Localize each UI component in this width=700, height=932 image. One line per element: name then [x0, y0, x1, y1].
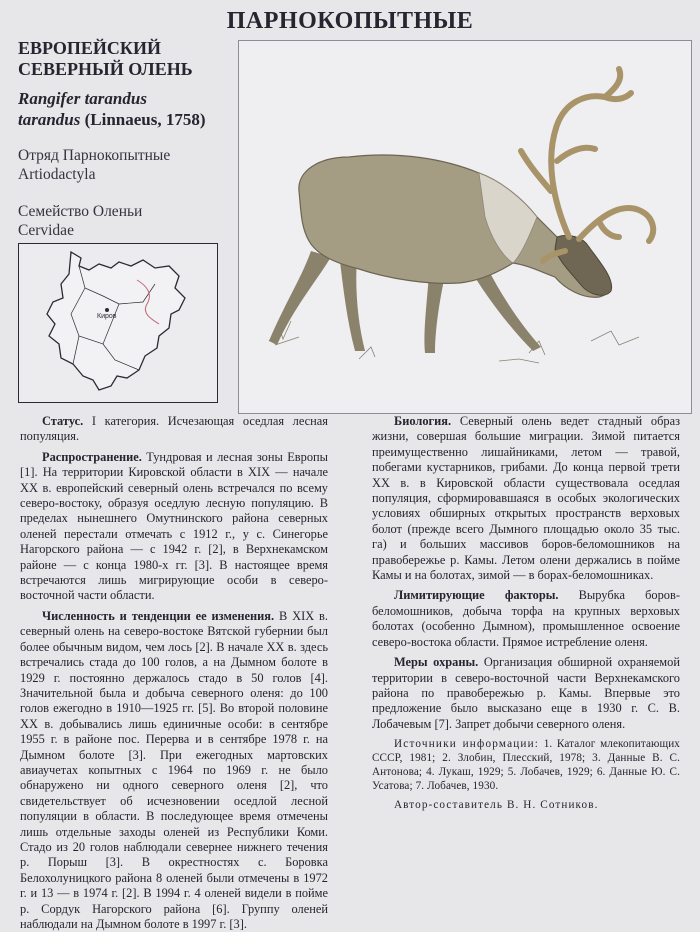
range-map [18, 243, 218, 403]
status-label: Статус. [42, 414, 84, 428]
limiting-text: Вырубка боров-беломошников, добыча торфа на крупных верховых болотах (особенно Дымном), промышленное освоение северо-востока области. Прямое истребление оленя. [372, 588, 680, 649]
species-name-line1: ЕВРОПЕЙСКИЙ [18, 38, 161, 58]
city-marker [105, 308, 109, 312]
sources-label: Источники информации: [394, 738, 540, 751]
measures-label: Меры охраны. [394, 655, 479, 670]
latin-name [18, 88, 258, 130]
limiting-label: Лимитирующие факторы. [394, 588, 559, 603]
latin-author: (Linnaeus, 1758) [84, 110, 206, 129]
order-block [18, 146, 248, 184]
family-lat: Cervidae [18, 222, 74, 239]
latin-name-line1: Rangifer tarandus [18, 89, 147, 108]
distribution-label: Распространение. [42, 449, 142, 464]
biology-paragraph [372, 414, 680, 583]
biology-label: Биология. [394, 414, 452, 428]
numbers-label: Численность и тенденции ее изменения. [42, 608, 275, 623]
numbers-paragraph [20, 609, 328, 932]
city-label: Киров [97, 313, 117, 320]
section-header: ПАРНОКОПЫТНЫЕ [226, 8, 474, 34]
region-outline [47, 252, 185, 390]
text-column-right [372, 414, 680, 812]
author-line [372, 798, 680, 812]
text-column-left [20, 414, 328, 932]
distribution-paragraph [20, 450, 328, 604]
author-name: В. Н. Сотников. [506, 799, 599, 812]
measures-paragraph [372, 655, 680, 732]
family-ru: Семейство Оленьи [18, 203, 143, 220]
order-lat: Artiodactyla [18, 166, 96, 183]
biology-text: Северный олень ведет стадный образ жизни, совершая большие миграции. Зимой питается преимущественно лишайниками, летом — травой, побегами кустарников, грибами. До конца первой трети XX в. в Кировской области существовала оседлая популяция, сформировавшаяся в особых экологических условиях обширных открытых пространств верховых болот (прежде всего Дымного площадью около 35 тыс. га) и больших массивов боров-беломошников на правобережье р. Камы. Летом олени держались в пойме Камы и на болотах, зимой — в борах-беломошниках. [372, 414, 680, 583]
limiting-paragraph [372, 588, 680, 650]
species-name-line2: СЕВЕРНЫЙ ОЛЕНЬ [18, 59, 193, 79]
sources-text: 1. Каталог млекопитающих СССР, 1981; 2. Злобин, Плесский, 1978; 3. Данные В. С. Антонова; 4. Лукаш, 1929; 5. Лобачев, 1929; 6. Данные Ю. С. Усатова; 7. Лобачев, 1930. [372, 738, 681, 793]
distribution-text: Тундровая и лесная зоны Европы [1]. На территории Кировской области в XIX — начале XX в. европейский северный олень встречался по всему северо-востоку, образуя оседлую лесную популяцию. В пределах нынешнего Омутнинского района северных оленей перестали отмечать с 1912 г., у с. Синегорье Нагорского района — с 1942 г. [2], в Верхнекамском районе — с конца 1980-х гг. [3]. В настоящее время встречаются лишь мигрирующие особи в северо-восточной части области. [20, 449, 328, 603]
status-text: I категория. Исчезающая оседлая лесная популяция. [20, 414, 328, 444]
reindeer-illustration [238, 40, 692, 414]
author-label: Автор-составитель [394, 799, 504, 812]
reindeer-drawing [239, 41, 691, 413]
order-ru: Отряд Парнокопытные [18, 147, 171, 164]
measures-text: Организация обширной охраняемой территории в северо-восточной части Верхнекамского района по правобережью р. Камы. Впервые это предложение было высказано еще в 1930 г. С. В. Лобачевым [7]. Запрет добычи северного оленя. [372, 655, 680, 731]
family-block [18, 202, 248, 240]
status-paragraph [20, 414, 328, 445]
numbers-text: В XIX в. северный олень на северо-востоке Вятской губернии был более обычным видом, чем лось [2]. В начале XX в. здесь встречались стада до 100 голов, а на Дымном болоте в 1929 г. постоянно держалось стадо в 50 голов [4]. Значительной была и добыча северного оленя: до 100 голов ежегодно в 1910—1925 гг. [5]. Во второй половине XX в. добывались лишь единичные особи: в сентябре 1955 г. в районе пос. Перерва и в сентябре 1978 г. на Дымном болоте [3]. При ежегодных мартовских авиаучетах копытных с 1964 по 1969 г. не было обнаружено ни одного северного оленя [2], что свидетельствует об исчезновении оседлой лесной популяции в области. В последующее время отмечены лишь отдельные заходы оленей из Республики Коми. Стадо из 20 голов наблюдали севернее нижнего течения р. Порыш [3]. В окрестностях с. Боровка Белохолуницкого района 8 оленей были отмечены в 1972 г. и 13 — в 1974 г. [2]. В 1994 г. 4 оленей видели в пойме р. Сордук Нагорского района [6]. Группу оленей наблюдали на Дымном болоте в 1997 г. [3]. [20, 608, 328, 931]
ground-scribbles [269, 321, 639, 363]
sources-paragraph [372, 737, 680, 793]
species-title [18, 38, 248, 80]
latin-name-line2: tarandus [18, 110, 81, 129]
range-map-svg [19, 244, 217, 402]
